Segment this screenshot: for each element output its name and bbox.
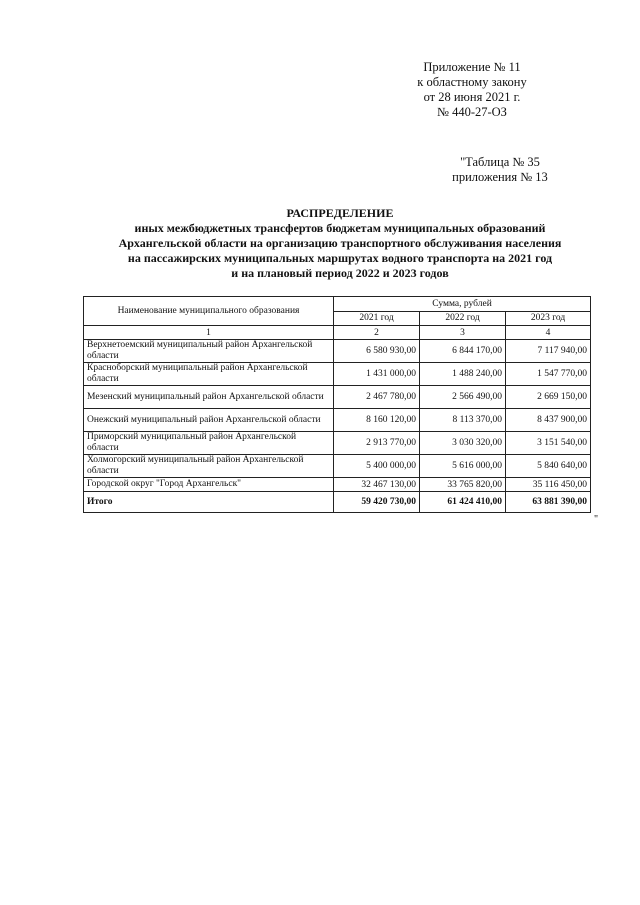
total-value-2021: 59 420 730,00 xyxy=(334,492,420,513)
row-value-2022: 8 113 370,00 xyxy=(420,409,506,432)
year-header-2022: 2022 год xyxy=(420,311,506,326)
year-header-2023: 2023 год xyxy=(506,311,591,326)
row-name: Приморский муниципальный район Архангельской области xyxy=(84,432,334,455)
row-value-2022: 2 566 490,00 xyxy=(420,386,506,409)
table-ref-line-2: приложения № 13 xyxy=(452,170,548,184)
closing-quote: " xyxy=(594,514,599,525)
row-value-2021: 2 913 770,00 xyxy=(334,432,420,455)
row-name: Верхнетоемский муниципальный район Архангельской области xyxy=(84,340,334,363)
total-value-2023: 63 881 390,00 xyxy=(506,492,591,513)
table-row xyxy=(84,363,591,386)
row-value-2021: 2 467 780,00 xyxy=(334,386,420,409)
col-number-3: 3 xyxy=(420,326,506,340)
year-header-2021: 2021 год xyxy=(334,311,420,326)
row-name: Онежский муниципальный район Архангельской области xyxy=(84,409,334,432)
title-line-4: на пассажирских муниципальных маршрутах водного транспорта на 2021 год xyxy=(127,251,553,265)
total-row xyxy=(84,492,591,513)
row-value-2021: 32 467 130,00 xyxy=(334,478,420,492)
row-value-2021: 1 431 000,00 xyxy=(334,363,420,386)
table-row xyxy=(84,409,591,432)
row-value-2022: 1 488 240,00 xyxy=(420,363,506,386)
row-value-2022: 5 616 000,00 xyxy=(420,455,506,478)
row-value-2023: 5 840 640,00 xyxy=(506,455,591,478)
row-value-2021: 8 160 120,00 xyxy=(334,409,420,432)
row-value-2023: 3 151 540,00 xyxy=(506,432,591,455)
header-row-1 xyxy=(84,297,591,312)
col-number-2: 2 xyxy=(334,326,420,340)
row-value-2022: 3 030 320,00 xyxy=(420,432,506,455)
appendix-header xyxy=(362,60,582,120)
row-value-2022: 6 844 170,00 xyxy=(420,340,506,363)
row-value-2023: 7 117 940,00 xyxy=(506,340,591,363)
table-reference xyxy=(420,155,580,185)
row-name: Городской округ "Город Архангельск" xyxy=(84,478,334,492)
title-line-3: Архангельской области на организацию транспортного обслуживания населения xyxy=(118,236,562,250)
row-name: Холмогорский муниципальный район Архангельской области xyxy=(84,455,334,478)
table-row xyxy=(84,386,591,409)
row-value-2022: 33 765 820,00 xyxy=(420,478,506,492)
table-ref-line-1: "Таблица № 35 xyxy=(460,155,540,169)
appendix-line-3: от 28 июня 2021 г. xyxy=(423,90,521,104)
row-value-2021: 6 580 930,00 xyxy=(334,340,420,363)
total-label: Итого xyxy=(84,492,334,513)
row-name: Красноборский муниципальный район Архангельской области xyxy=(84,363,334,386)
table-row xyxy=(84,455,591,478)
table-row xyxy=(84,478,591,492)
sum-header: Сумма, рублей xyxy=(334,297,591,312)
document-title xyxy=(60,206,620,281)
row-value-2023: 2 669 150,00 xyxy=(506,386,591,409)
table-row xyxy=(84,432,591,455)
title-line-5: и на плановый период 2022 и 2023 годов xyxy=(231,266,449,280)
table-row xyxy=(84,340,591,363)
distribution-table xyxy=(83,296,591,513)
total-value-2022: 61 424 410,00 xyxy=(420,492,506,513)
column-number-row xyxy=(84,326,591,340)
col-number-4: 4 xyxy=(506,326,591,340)
row-value-2021: 5 400 000,00 xyxy=(334,455,420,478)
appendix-line-4: № 440-27-ОЗ xyxy=(437,105,507,119)
col-name-header: Наименование муниципального образования xyxy=(84,297,334,326)
title-line-2: иных межбюджетных трансфертов бюджетам муниципальных образований xyxy=(134,221,546,235)
title-line-1: РАСПРЕДЕЛЕНИЕ xyxy=(286,206,394,220)
row-value-2023: 35 116 450,00 xyxy=(506,478,591,492)
row-value-2023: 1 547 770,00 xyxy=(506,363,591,386)
col-number-1: 1 xyxy=(84,326,334,340)
row-name: Мезенский муниципальный район Архангельской области xyxy=(84,386,334,409)
row-value-2023: 8 437 900,00 xyxy=(506,409,591,432)
appendix-line-2: к областному закону xyxy=(417,75,527,89)
appendix-line-1: Приложение № 11 xyxy=(423,60,521,74)
